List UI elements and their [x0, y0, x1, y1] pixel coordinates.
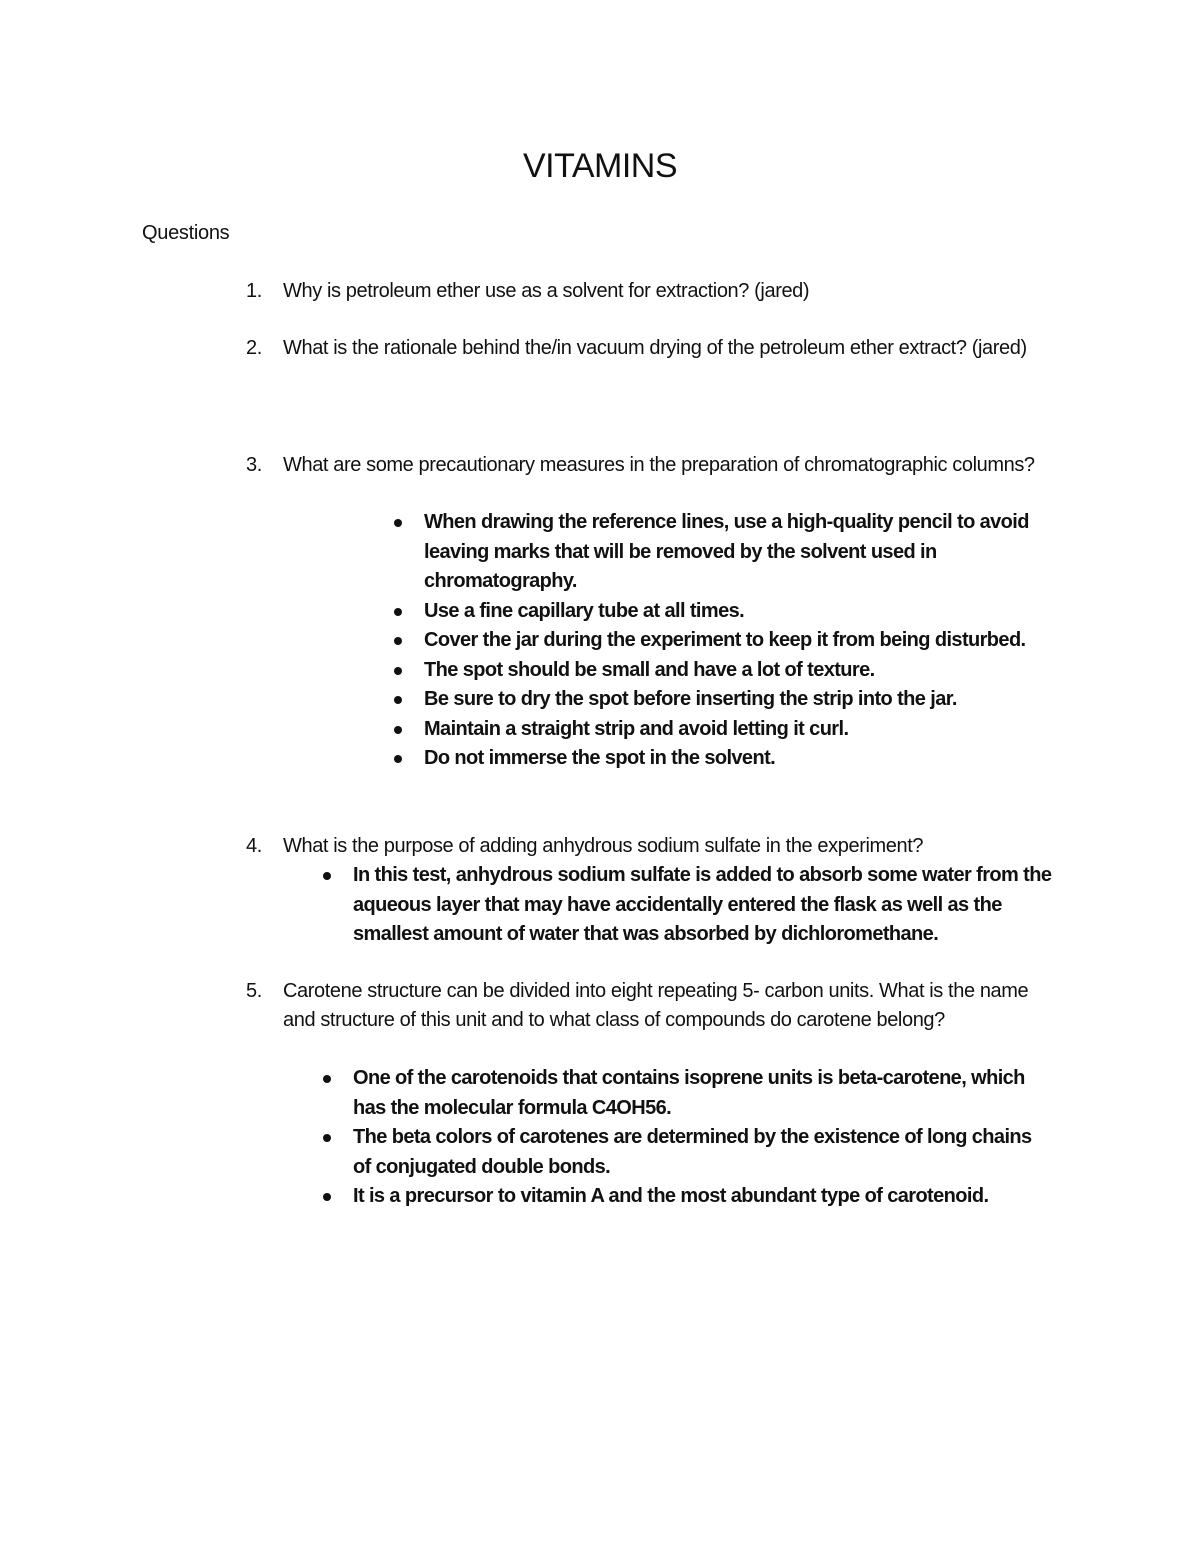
- question-text: What is the rationale behind the/in vacuum drying of the petroleum ether extract? (jared): [283, 337, 1027, 359]
- bullet-icon: [323, 1134, 331, 1142]
- answer-text: Cover the jar during the experiment to keep it from being disturbed.: [424, 629, 1026, 651]
- question-item: [246, 832, 1076, 861]
- question-number: 4.: [246, 835, 262, 857]
- bullet-icon: [394, 726, 402, 734]
- answer-text: Use a fine capillary tube at all times.: [424, 599, 745, 622]
- answer-text: One of the carotenoids that contains isoprene units is beta-carotene, which has the molecular formula C4OH56.: [353, 1067, 1025, 1119]
- answer-text: Maintain a straight strip and avoid letting it curl.: [424, 717, 849, 740]
- question-text: What are some precautionary measures in the preparation of chromatographic columns?: [283, 454, 1035, 476]
- bullet-icon: [394, 637, 402, 645]
- question-number: 5.: [246, 980, 262, 1002]
- bullet-icon: [323, 872, 331, 880]
- question-text: Carotene structure can be divided into eight repeating 5- carbon units. What is the name and structure of this unit and to what class of compounds do carotene belong?: [283, 980, 1029, 1031]
- question-text: Why is petroleum ether use as a solvent for extraction? (jared): [283, 280, 810, 302]
- bullet-icon: [394, 696, 402, 704]
- bullet-icon: [323, 1193, 331, 1201]
- bullet-icon: [394, 755, 402, 763]
- answer-text: In this test, anhydrous sodium sulfate is added to absorb some water from the aqueous layer that may have accidentally entered the flask as well as the smallest amount of water that was absorbed by dichloromethane.: [353, 864, 1052, 945]
- question-number: 2.: [246, 337, 262, 359]
- answer-item: [424, 656, 1044, 686]
- answer-item: [424, 744, 1044, 774]
- answer-item: [353, 861, 1063, 950]
- answer-item: [353, 1182, 1043, 1212]
- question-number: 1.: [246, 280, 262, 302]
- question-item: [246, 334, 1076, 363]
- answer-text: Do not immerse the spot in the solvent.: [424, 747, 776, 769]
- bullet-icon: [394, 519, 402, 527]
- page-title: VITAMINS: [522, 147, 678, 185]
- answer-item: [424, 508, 1044, 597]
- answer-list: [353, 1064, 1043, 1212]
- answer-text: When drawing the reference lines, use a high-quality pencil to avoid leaving marks that will be removed by the solvent used in chromatography.: [424, 511, 1029, 592]
- answer-text: The beta colors of carotenes are determined by the existence of long chains of conjugated double bonds.: [353, 1126, 1032, 1178]
- answer-item: [424, 685, 1044, 715]
- answer-item: [353, 1123, 1043, 1182]
- bullet-icon: [394, 667, 402, 675]
- question-item: [246, 451, 1036, 480]
- answer-list: [353, 861, 1063, 950]
- question-text: What is the purpose of adding anhydrous sodium sulfate in the experiment?: [283, 835, 924, 857]
- questions-heading: Questions: [142, 222, 230, 244]
- answer-item: [424, 597, 1044, 627]
- answer-item: [424, 626, 1044, 656]
- answer-text: It is a precursor to vitamin A and the most abundant type of carotenoid.: [353, 1185, 989, 1207]
- answer-item: [353, 1064, 1043, 1123]
- answer-list: [424, 508, 1044, 774]
- question-item: [246, 277, 1076, 306]
- answer-item: [424, 715, 1044, 745]
- bullet-icon: [323, 1075, 331, 1083]
- answer-text: Be sure to dry the spot before inserting the strip into the jar.: [424, 688, 957, 710]
- answer-text: The spot should be small and have a lot of texture.: [424, 658, 875, 681]
- question-number: 3.: [246, 454, 262, 476]
- bullet-icon: [394, 608, 402, 616]
- question-item: [246, 977, 1056, 1035]
